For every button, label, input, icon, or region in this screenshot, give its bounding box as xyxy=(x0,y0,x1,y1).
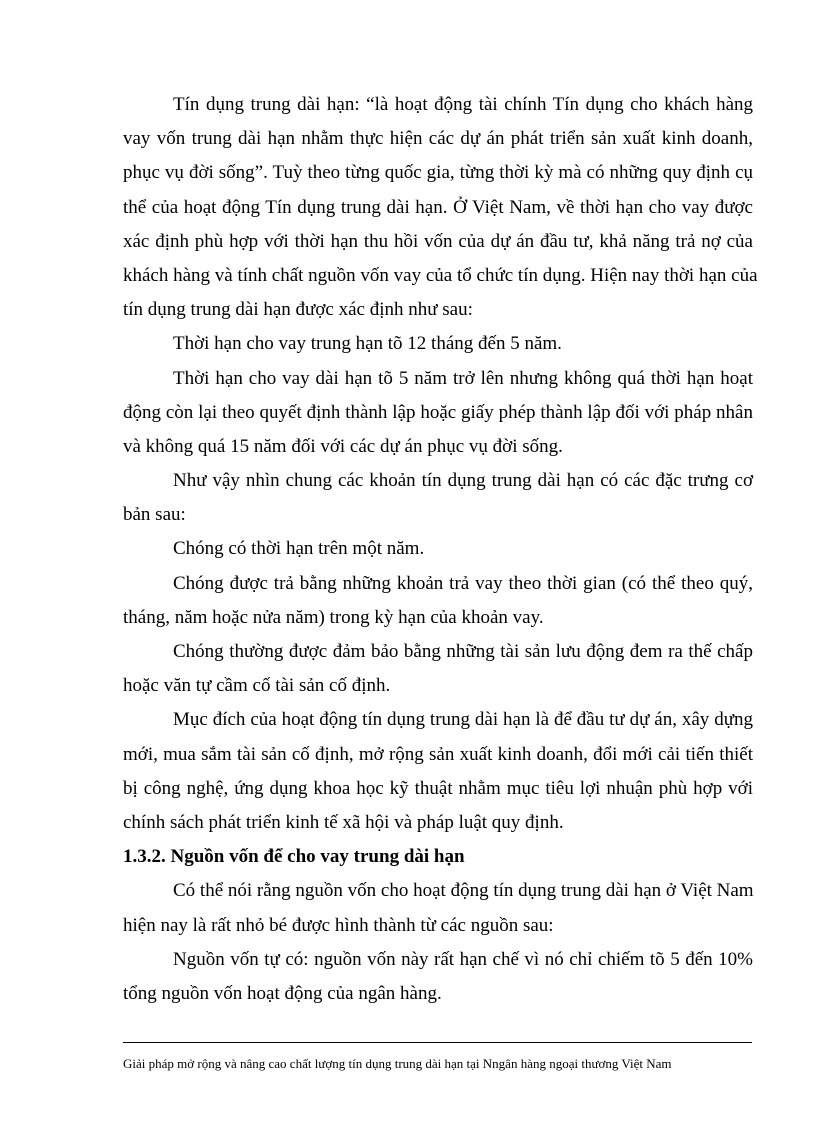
text-line: Chóng thường được đảm bảo bằng những tài sản lưu động đem ra thế chấp xyxy=(173,641,753,662)
text-line: Nguồn vốn tự có: nguồn vốn này rất hạn chế vì nó chỉ chiếm tõ 5 đến 10% xyxy=(173,948,753,970)
text-line: phục vụ đời sống”. Tuỳ theo từng quốc gia, từng thời kỳ mà có những quy định cụ xyxy=(123,162,753,184)
paragraph xyxy=(123,327,753,361)
text-line: Tín dụng trung dài hạn: “là hoạt động tài chính Tín dụng cho khách hàng xyxy=(173,94,753,115)
text-line: thể của hoạt động Tín dụng trung dài hạn. Ở Việt Nam, về thời hạn cho vay được xyxy=(123,196,753,218)
text-line: hoặc văn tự cầm cố tài sản cố định. xyxy=(123,675,391,697)
text-line: tổng nguồn vốn hoạt động của ngân hàng. xyxy=(123,982,442,1004)
paragraph xyxy=(123,362,753,465)
paragraph xyxy=(123,532,753,566)
paragraph xyxy=(123,635,753,703)
text-line: bản sau: xyxy=(123,504,186,526)
text-line: vay vốn trung dài hạn nhằm thực hiện các dự án phát triển sản xuất kinh doanh, xyxy=(123,128,753,150)
document-body xyxy=(123,88,758,1011)
text-line: bị công nghệ, ứng dụng khoa học kỹ thuật nhằm mục tiêu lợi nhuận phù hợp với xyxy=(123,777,753,799)
text-line: 1.3.2. Nguồn vốn để cho vay trung dài hạn xyxy=(123,846,465,868)
paragraph xyxy=(123,874,753,942)
text-line: Thời hạn cho vay dài hạn tõ 5 năm trở lên nhưng không quá thời hạn hoạt xyxy=(173,367,753,389)
text-line: xác định phù hợp với thời hạn thu hồi vốn của dự án đầu tư, khả năng trả nợ của xyxy=(123,230,753,252)
paragraph xyxy=(123,943,753,1011)
text-line: tháng, năm hoặc nửa năm) trong kỳ hạn của khoản vay. xyxy=(123,606,544,628)
footer-divider xyxy=(123,1042,752,1043)
text-line: Như vậy nhìn chung các khoản tín dụng trung dài hạn có các đặc trưng cơ xyxy=(173,470,753,492)
paragraph xyxy=(123,567,753,635)
text-line: động còn lại theo quyết định thành lập hoặc giấy phép thành lập đối với pháp nhân xyxy=(123,401,753,423)
paragraph xyxy=(123,88,758,327)
text-line: mới, mua sắm tài sản cố định, mở rộng sản xuất kinh doanh, đổi mới cải tiến thiết xyxy=(123,743,753,765)
text-line: hiện nay là rất nhỏ bé được hình thành từ các nguồn sau: xyxy=(123,914,554,936)
paragraph xyxy=(123,703,753,840)
text-line: Chóng có thời hạn trên một năm. xyxy=(173,538,425,560)
paragraph xyxy=(123,464,753,532)
text-line: Thời hạn cho vay trung hạn tõ 12 tháng đến 5 năm. xyxy=(173,333,562,355)
page-footer: Giải pháp mở rộng và nâng cao chất lượng tín dụng trung dài hạn tại Nngân hàng ngoại thương Việt Nam xyxy=(123,1056,672,1071)
text-line: tín dụng trung dài hạn được xác định như sau: xyxy=(123,299,473,321)
text-line: và không quá 15 năm đối với các dự án phục vụ đời sống. xyxy=(123,435,563,457)
text-line: chính sách phát triển kinh tế xã hội và pháp luật quy định. xyxy=(123,811,564,833)
section-heading xyxy=(123,840,753,874)
text-line: Mục đích của hoạt động tín dụng trung dài hạn là để đầu tư dự án, xây dựng xyxy=(173,709,753,731)
text-line: Có thể nói rằng nguồn vốn cho hoạt động tín dụng trung dài hạn ở Việt Nam xyxy=(173,880,754,902)
text-line: khách hàng và tính chất nguồn vốn vay của tổ chức tín dụng. Hiện nay thời hạn của xyxy=(123,264,758,286)
text-line: Chóng được trả bằng những khoản trả vay theo thời gian (có thể theo quý, xyxy=(173,572,753,594)
